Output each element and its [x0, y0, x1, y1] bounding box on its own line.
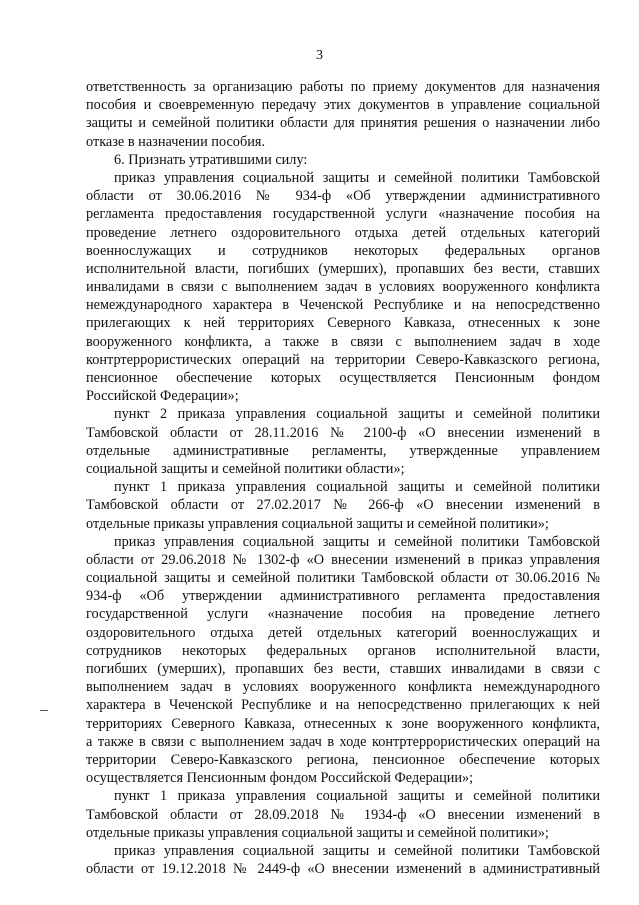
- text-line: Российской Федерации»;: [86, 388, 239, 405]
- text-line: оздоровительного отдыха детей отдельных категорий военнослужащих и: [86, 624, 600, 641]
- text-line: немеждународного характера в Чеченской Республике и на непосредственно: [86, 297, 600, 314]
- text-line: отказе в назначении пособия.: [86, 133, 266, 150]
- text-line: пункт 1 приказа управления социальной защиты и семейной политики: [114, 479, 600, 496]
- text-line: пенсионное обеспечение которых осуществляется Пенсионным фондом: [86, 370, 600, 386]
- text-line: приказ управления социальной защиты и семейной политики Тамбовской: [114, 169, 600, 186]
- text-line: сотрудников некоторых федеральных органов исполнительной власти,: [86, 642, 600, 659]
- text-line: а также в связи с выполнением задач в ходе контртеррористических операций на: [86, 733, 600, 750]
- text-line: отдельные приказы управления социальной защиты и семейной политики»;: [86, 515, 549, 532]
- text-line: социальной защиты и семейной политики области»;: [86, 460, 405, 477]
- text-line: Тамбовской области от 27.02.2017 № 266-ф «О внесении изменений в: [86, 497, 600, 514]
- text-line: пункт 2 приказа управления социальной защиты и семейной политики: [114, 406, 600, 423]
- text-line: характера в Чеченской Республике и на непосредственно прилегающих к ней: [86, 697, 600, 714]
- text-line: отдельные приказы управления социальной защиты и семейной политики»;: [86, 824, 549, 841]
- text-line: Тамбовской области от 28.11.2016 № 2100-ф «О внесении изменений в: [86, 424, 600, 441]
- text-line: государственной услуги «назначение пособия на проведение летнего: [86, 606, 600, 623]
- section-heading: 6. Признать утратившими силу:: [114, 151, 308, 168]
- page-number: 3: [316, 48, 323, 63]
- text-line: области от 19.12.2018 № 2449-ф «О внесении изменений в административный: [86, 861, 600, 878]
- text-line: вооруженного конфликта, а также в связи с выполнением задач в ходе: [86, 333, 600, 350]
- margin-mark: [40, 710, 48, 711]
- text-line: защиты и семейной политики области для принятия решения о назначении либо: [86, 115, 600, 132]
- text-line: контртеррористических операций на территории Северо-Кавказского региона,: [86, 351, 600, 368]
- document-body: [86, 78, 600, 878]
- text-line: погибших (умерших), пропавших без вести, ставших инвалидами в связи с: [86, 661, 600, 677]
- text-line: 934-ф «Об утверждении административного регламента предоставления: [86, 588, 600, 605]
- text-line: инвалидами в связи с выполнением задач в условиях вооруженного конфликта: [86, 279, 600, 296]
- text-line: отдельные административные регламенты, утвержденные управлением: [86, 442, 600, 459]
- text-line: пункт 1 приказа управления социальной защиты и семейной политики: [114, 788, 600, 805]
- text-line: прилегающих к ней территориях Северного Кавказа, отнесенных к зоне: [86, 315, 600, 332]
- text-line: пособия и своевременную передачу этих документов в управление социальной: [86, 97, 600, 114]
- text-line: области от 30.06.2016 № 934-ф «Об утверждении административного: [86, 188, 600, 205]
- text-line: области от 29.06.2018 № 1302-ф «О внесении изменений в приказ управления: [86, 551, 600, 568]
- text-line: территориях Северного Кавказа, отнесенных к зоне вооруженного конфликта,: [86, 715, 600, 732]
- text-line: выполнением задач в условиях вооруженного конфликта немеждународного: [86, 679, 600, 696]
- text-line: приказ управления социальной защиты и семейной политики Тамбовской: [114, 533, 600, 550]
- text-line: социальной защиты и семейной политики Тамбовской области от 30.06.2016 №: [86, 570, 600, 587]
- text-line: исполнительной власти, погибших (умерших), пропавших без вести, ставших: [86, 260, 600, 277]
- text-line: Тамбовской области от 28.09.2018 № 1934-ф «О внесении изменений в: [86, 806, 600, 823]
- text-line: осуществляется Пенсионным фондом Российской Федерации»;: [86, 770, 474, 787]
- text-line: регламента предоставления государственной услуги «назначение пособия на: [86, 206, 600, 223]
- text-line: военнослужащих и сотрудников некоторых федеральных органов: [86, 242, 600, 259]
- text-line: ответственность за организацию работы по приему документов для назначения: [86, 79, 600, 95]
- text-line: проведение летнего оздоровительного отдыха детей отдельных категорий: [86, 224, 600, 241]
- text-line: территории Северо-Кавказского региона, пенсионное обеспечение которых: [86, 751, 600, 768]
- text-line: приказ управления социальной защиты и семейной политики Тамбовской: [114, 842, 600, 859]
